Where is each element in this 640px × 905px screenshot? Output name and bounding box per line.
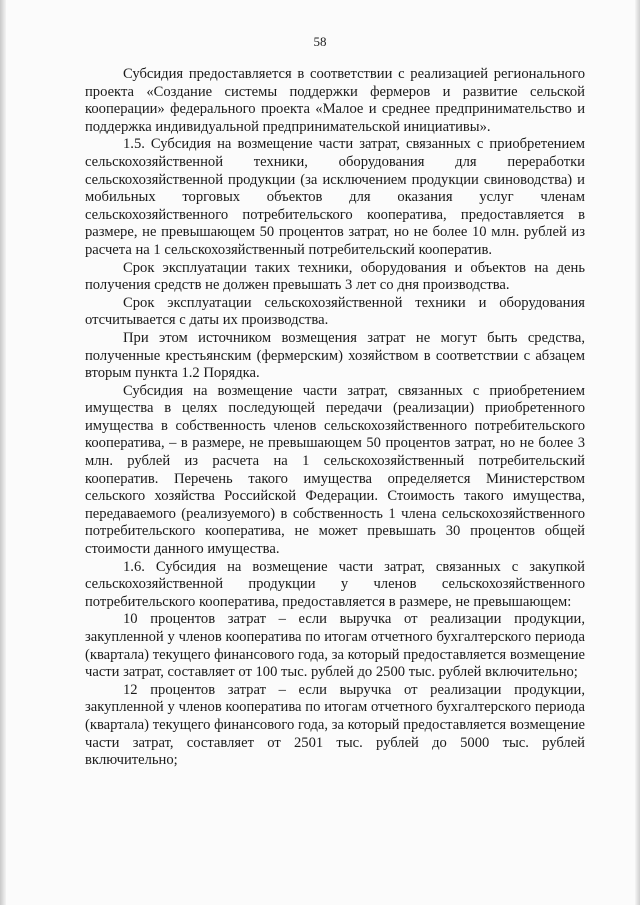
scan-edge-right [635, 0, 640, 905]
paragraph-12-percent: 12 процентов затрат – если выручка от реализации продукции, закупленной у членов кооператива по итогам отчетного бухгалтерского периода (квартала) текущего финансового года, за который предоставляется возмещение части затрат, составляет от 2501 тыс. рублей до 5000 тыс. рублей включительно; [85, 681, 585, 769]
paragraph-operation-term: Срок эксплуатации таких техники, оборудования и объектов на день получения средств не должен превышать 3 лет со дня производства. [85, 259, 585, 294]
scan-edge-left [0, 0, 6, 905]
paragraph-operation-term-start: Срок эксплуатации сельскохозяйственной техники и оборудования отсчитывается с даты их производства. [85, 294, 585, 329]
paragraph-property-transfer: Субсидия на возмещение части затрат, связанных с приобретением имущества в целях последующей передачи (реализации) приобретенного имущества в собственность членов сельскохозяйственного потребительского кооператива, – в размере, не превышающем 50 процентов затрат, но не более 3 млн. рублей из расчета на 1 сельскохозяйственный потребительский кооператив. Перечень такого имущества определяется Министерством сельского хозяйства Российской Федерации. Стоимость такого имущества, передаваемого (реализуемого) в собственность 1 члена сельскохозяйственного потребительского кооператива, не может превышать 30 процентов общей стоимости данного имущества. [85, 382, 585, 558]
paragraph-10-percent: 10 процентов затрат – если выручка от реализации продукции, закупленной у членов кооператива по итогам отчетного бухгалтерского периода (квартала) текущего финансового года, за который предоставляется возмещение части затрат, составляет от 100 тыс. рублей до 2500 тыс. рублей включительно; [85, 611, 585, 681]
paragraph-1-6: 1.6. Субсидия на возмещение части затрат, связанных с закупкой сельскохозяйственной продукции у членов сельскохозяйственного потребительского кооператива, предоставляется в размере, не превышающем: [85, 558, 585, 610]
paragraph-1-5: 1.5. Субсидия на возмещение части затрат, связанных с приобретением сельскохозяйственной техники, оборудования для переработки сельскохозяйственной продукции (за исключением продукции свиноводства) и мобильных торговых объектов для оказания услуг членам сельскохозяйственного потребительского кооператива, предоставляется в размере, не превышающем 50 процентов затрат, но не более 10 млн. рублей из расчета на 1 сельскохозяйственный потребительский кооператив. [85, 136, 585, 258]
document-body [85, 66, 585, 770]
paragraph-funding-source: При этом источником возмещения затрат не могут быть средства, полученные крестьянским (фермерским) хозяйством в соответствии с абзацем вторым пункта 1.2 Порядка. [85, 329, 585, 382]
paragraph-subsidy-project: Субсидия предоставляется в соответствии с реализацией регионального проекта «Создание системы поддержки фермеров и развитие сельской кооперации» федерального проекта «Малое и среднее предпринимательство и поддержка индивидуальной предпринимательской инициативы». [85, 66, 585, 135]
page-number: 58 [313, 34, 327, 49]
